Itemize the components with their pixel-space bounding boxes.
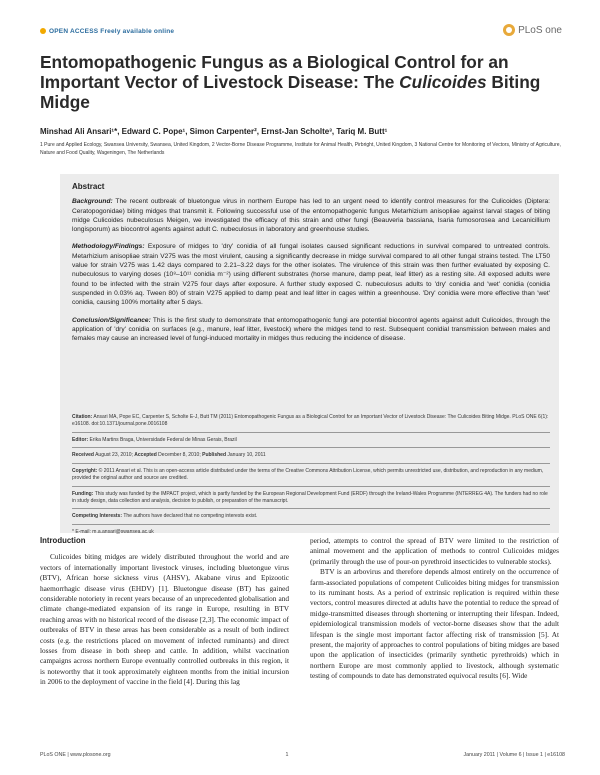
article-title (40, 52, 565, 112)
funding-lead: Funding: (72, 490, 94, 497)
copyright (72, 468, 550, 482)
abstract-methods (72, 242, 550, 307)
divider (72, 463, 550, 464)
background-lead: Background: (72, 198, 113, 206)
intro-paragraph-2: BTV is an arbovirus and therefore depends almost entirely on the occurrence of farm-associated populations of competent Culicoides biting midges for transmission to its ruminant hosts. As a period of extrinsic replication is required within these vectors, control measures directed at adults have the potential to reduce the spread of midge-transmitted diseases through shortening or interrupting their lifespan. Indeed, epidemiological transmission models of vector-borne diseases show that the adult lifespan is the single most important factor affecting risk of transmission [5]. At present, the majority of approaches to control populations of biting midges are based upon the application of insecticides (primarily synthetic pyrethroids) which in northern Europe are most commonly applied to livestock, although systematic testing of compounds to date has demonstrated equivocal results [6]. Wide (310, 567, 559, 681)
copyright-lead: Copyright: (72, 468, 98, 475)
accepted-lead: Accepted (134, 452, 157, 459)
abstract-conclusion (72, 316, 550, 344)
citation (72, 414, 550, 428)
abstract-background (72, 197, 550, 234)
conclusion-text: This is the first study to demonstrate that entomopathogenic fungi are potential biocontrol agents against adult Culicoides, through the application of 'dry' conidia on surfaces (e.g., manure, leaf litter, livestock) where the midges tend to rest. Subsequent conidial transmission between males and females may cause an increased level of fungi-induced mortality in midges thus reducing the incidence of disease. (72, 316, 550, 343)
abstract-heading: Abstract (72, 182, 105, 191)
editor-lead: Editor: (72, 436, 89, 443)
divider (72, 486, 550, 487)
email: * E-mail: m.a.ansari@swansea.ac.uk (72, 529, 154, 536)
footer-journal: PLoS ONE | www.plosone.org (40, 752, 111, 758)
introduction-heading: Introduction (40, 536, 86, 545)
dates (72, 452, 550, 459)
page-number: 1 (285, 752, 289, 758)
published-lead: Published (202, 452, 227, 459)
open-access-banner (40, 28, 174, 35)
competing-text: The authors have declared that no competing interests exist. (122, 513, 258, 520)
page-footer (40, 752, 565, 758)
competing-interests (72, 513, 550, 520)
editor-text: Erika Martins Braga, Universidade Federal de Minas Gerais, Brazil (88, 436, 237, 443)
editor (72, 437, 550, 444)
divider (72, 447, 550, 448)
open-access-icon (40, 28, 46, 34)
journal-logo-text: PLoS one (518, 24, 562, 36)
divider (72, 508, 550, 509)
funding-text: This study was funded by the IMPACT project, which is partly funded by the European Regional Development Fund (ERDF) through the Ireland-Wales Programme (INTERREG 4A). The funders had no role in study design, data collection and analysis, decision to publish, or preparation of the manuscript. (72, 490, 548, 504)
author-list: Minshad Ali Ansari¹*, Edward C. Pope¹, Simon Carpenter², Ernst-Jan Scholte³, Tariq M. Butt¹ (40, 127, 388, 136)
methods-text: Exposure of midges to 'dry' conidia of all fungal isolates caused significant reductions in survival compared to untreated controls. Metarhizium anisopliae strain V275 was the most virulent, causing a significantly decrease in midge survival compared to all other fungal strains tested. The LT50 value for strain V275 was 1.42 days compared to 2.21–3.22 days for the other isolates. The virulence of this strain was then further evaluated by exposing C. nubeculosus to varying doses (10⁸–10¹¹ conidia m⁻²) using different substrates (horse manure, damp peat, leaf litter) as a resting site. All exposed adults were found to be infected with the strain V275 four days after exposure. A further study exposed C. nubeculosus adults to 'dry' conidia and 'wet' conidia (conidia suspended in 0.03% aq. Tween 80) of strain V275 applied to damp peat and leaf litter in cages within a greenhouse. 'Dry' conidia were more effective than 'wet' conidia, causing 100% mortality after 5 days. (72, 243, 550, 307)
copyright-text: © 2011 Ansari et al. This is an open-access article distributed under the terms of the Creative Commons Attribution License, which permits unrestricted use, distribution, and reproduction in any medium, provided the original author and source are credited. (72, 468, 544, 481)
title-part-1: Entomopathogenic Fungus as a Biological Control for an Important Vector of Livestock Disease: The (40, 52, 509, 92)
background-text: The recent outbreak of bluetongue virus in northern Europe has led to an urgent need to identify control measures for the Culicoides (Diptera: Ceratopogonidae) biting midges that transmit it. Following successful use of the entomopathogenic fungus Metarhizium anisopliae against larval stages of biting midge Culicoides nubeculosus Meigen, we investigated the efficacy of this strain and other fungi (Beauveria bassiana, Isaria fumosorosea and Lecanicillium longisporum) as biocontrol agents against adult C. nubeculosus in laboratory and greenhouse studies. (72, 198, 550, 234)
methods-lead: Methodology/Findings: (72, 243, 145, 251)
body-column-right (310, 536, 559, 682)
accepted-date: December 8, 2010; (156, 452, 203, 459)
divider (72, 432, 550, 433)
journal-logo (503, 24, 562, 36)
received-lead: Received (72, 452, 94, 459)
citation-text: Ansari MA, Pope EC, Carpenter S, Scholte E-J, Butt TM (2011) Entomopathogenic Fungus as a Biological Control for an Important Vector of Livestock Disease: The Culicoides Biting Midge. PLoS ONE 6(1): e16108. doi:10.1371/journal.pone.0016108 (72, 414, 549, 427)
article-metadata (72, 414, 550, 540)
received-date: August 23, 2010; (93, 452, 135, 459)
intro-paragraph-continued: period, attempts to control the spread of BTV were limited to the restriction of animal movement and the application of methods to control Culicoides midges (primarily through the use of pour-on pyrethroid insecticides to vulnerable stocks). (310, 536, 559, 566)
intro-paragraph-1: Culicoides biting midges are widely distributed throughout the world and are vectors of internationally important livestock viruses, including bluetongue virus (BTV), African horse sickness virus (AHSV), Akabane virus and Epizootic haemorrhagic disease virus (EHDV) [1]. Bluetongue disease (BT) has gained considerable notoriety in recent years because of an unprecedented globalisation and climate change-mediated expansion of its range in Europe, resulting in BTV reaching areas with no historical record of the disease [2,3]. The economic impact of outbreaks of BTV in these areas has been considerable as a result of both indirect costs (e.g. the restrictions placed on movement of infected ruminants) and direct losses from disease in both sheep and cattle. In addition, whilst vaccination campaigns across northern Europe eventually controlled outbreaks in this region, it is noteworthy that it took approximately eighteen months from the initial incursion in 2006 to the deployment of vaccine in the field [4]. During this lag (40, 552, 289, 687)
title-part-2: Biting Midge (40, 72, 541, 112)
divider (72, 524, 550, 525)
published-date: January 10, 2011 (226, 452, 266, 459)
citation-lead: Citation: (72, 414, 93, 420)
conclusion-lead: Conclusion/Significance: (72, 316, 151, 324)
open-access-label: OPEN ACCESS Freely available online (49, 28, 175, 35)
abstract (72, 182, 550, 351)
funding (72, 491, 550, 505)
competing-lead: Competing Interests: (72, 513, 123, 520)
affiliations: 1 Pure and Applied Ecology, Swansea University, Swansea, United Kingdom, 2 Vector-Borne Disease Programme, Institute for Animal Health, Pirbright, United Kingdom, 3 National Centre for Monitoring of Vectors, Ministry of Agriculture, Nature and Food Quality, Wageningen, The Netherlands (40, 142, 561, 156)
footer-issue: January 2011 | Volume 6 | Issue 1 | e16108 (463, 752, 565, 758)
title-italic: Culicoides (399, 72, 487, 92)
plos-logo-icon (503, 24, 515, 36)
body-column-left (40, 536, 289, 688)
